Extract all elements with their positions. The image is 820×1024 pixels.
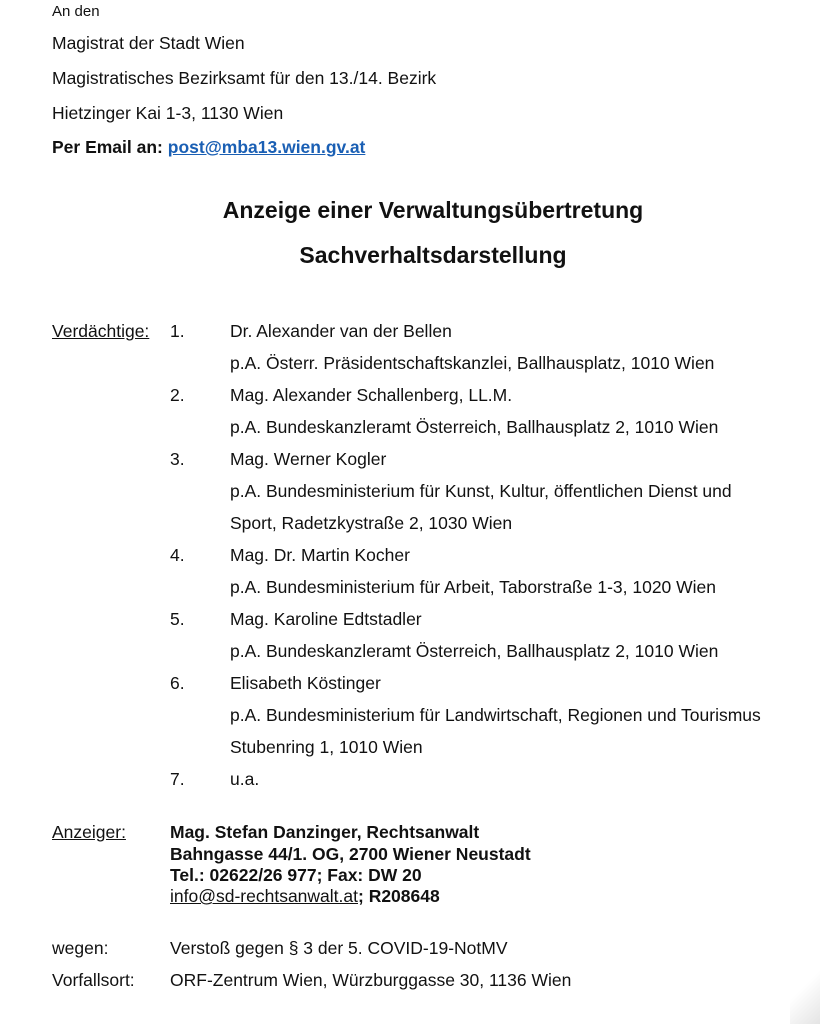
complainant-registration: ; R208648	[358, 886, 440, 906]
document-subtitle: Sachverhaltsdarstellung	[299, 242, 567, 268]
suspect-number: 5.	[170, 609, 185, 629]
location-value: ORF-Zentrum Wien, Würzburggasse 30, 1136 Wien	[170, 970, 572, 990]
suspect-address: p.A. Österr. Präsidentschaftskanzlei, Ballhausplatz, 1010 Wien	[230, 353, 715, 373]
suspect-name: Elisabeth Köstinger	[230, 673, 381, 693]
reason-label: wegen:	[52, 938, 109, 958]
suspect-address: p.A. Bundesministerium für Landwirtschaft, Regionen und Tourismus	[230, 705, 761, 725]
suspect-number: 1.	[170, 321, 185, 341]
email-line	[52, 137, 365, 158]
location-label: Vorfallsort:	[52, 970, 135, 990]
complainant-contact-line	[170, 886, 440, 907]
suspect-name: Mag. Werner Kogler	[230, 449, 387, 469]
suspect-name: Mag. Karoline Edtstadler	[230, 609, 422, 629]
suspect-address: p.A. Bundeskanzleramt Österreich, Ballhausplatz 2, 1010 Wien	[230, 641, 719, 661]
recipient-salutation: An den	[52, 3, 100, 20]
suspect-address: p.A. Bundeskanzleramt Österreich, Ballhausplatz 2, 1010 Wien	[230, 417, 719, 437]
complainant-phone: Tel.: 02622/26 977; Fax: DW 20	[170, 865, 422, 885]
suspect-name: Mag. Alexander Schallenberg, LL.M.	[230, 385, 513, 405]
complainant-email-link[interactable]: info@sd-rechtsanwalt.at	[170, 886, 358, 906]
document-title: Anzeige einer Verwaltungsübertretung	[222, 197, 644, 223]
suspect-number: 6.	[170, 673, 185, 693]
suspect-address: p.A. Bundesministerium für Kunst, Kultur, öffentlichen Dienst und	[230, 481, 732, 501]
suspect-name: Dr. Alexander van der Bellen	[230, 321, 452, 341]
recipient-email-link[interactable]: post@mba13.wien.gv.at	[167, 137, 366, 157]
page-curl-shadow	[790, 964, 820, 1024]
suspects-label: Verdächtige:	[52, 321, 150, 341]
suspect-number: 7.	[170, 769, 185, 789]
complainant-address: Bahngasse 44/1. OG, 2700 Wiener Neustadt	[170, 844, 531, 864]
email-label: Per Email an:	[52, 137, 163, 157]
suspect-number: 4.	[170, 545, 185, 565]
suspect-address: p.A. Bundesministerium für Arbeit, Taborstraße 1-3, 1020 Wien	[230, 577, 717, 597]
recipient-line-3: Hietzinger Kai 1-3, 1130 Wien	[52, 103, 284, 123]
suspect-name: Mag. Dr. Martin Kocher	[230, 545, 410, 565]
suspect-address: Stubenring 1, 1010 Wien	[230, 737, 423, 757]
suspect-number: 2.	[170, 385, 185, 405]
reason-value: Verstoß gegen § 3 der 5. COVID-19-NotMV	[170, 938, 508, 958]
suspect-name: u.a.	[230, 769, 260, 789]
complainant-label: Anzeiger:	[52, 822, 126, 842]
complainant-name: Mag. Stefan Danzinger, Rechtsanwalt	[170, 822, 480, 842]
recipient-line-1: Magistrat der Stadt Wien	[52, 33, 245, 53]
suspect-number: 3.	[170, 449, 185, 469]
recipient-line-2: Magistratisches Bezirksamt für den 13./14. Bezirk	[52, 68, 437, 88]
suspect-address: Sport, Radetzkystraße 2, 1030 Wien	[230, 513, 513, 533]
